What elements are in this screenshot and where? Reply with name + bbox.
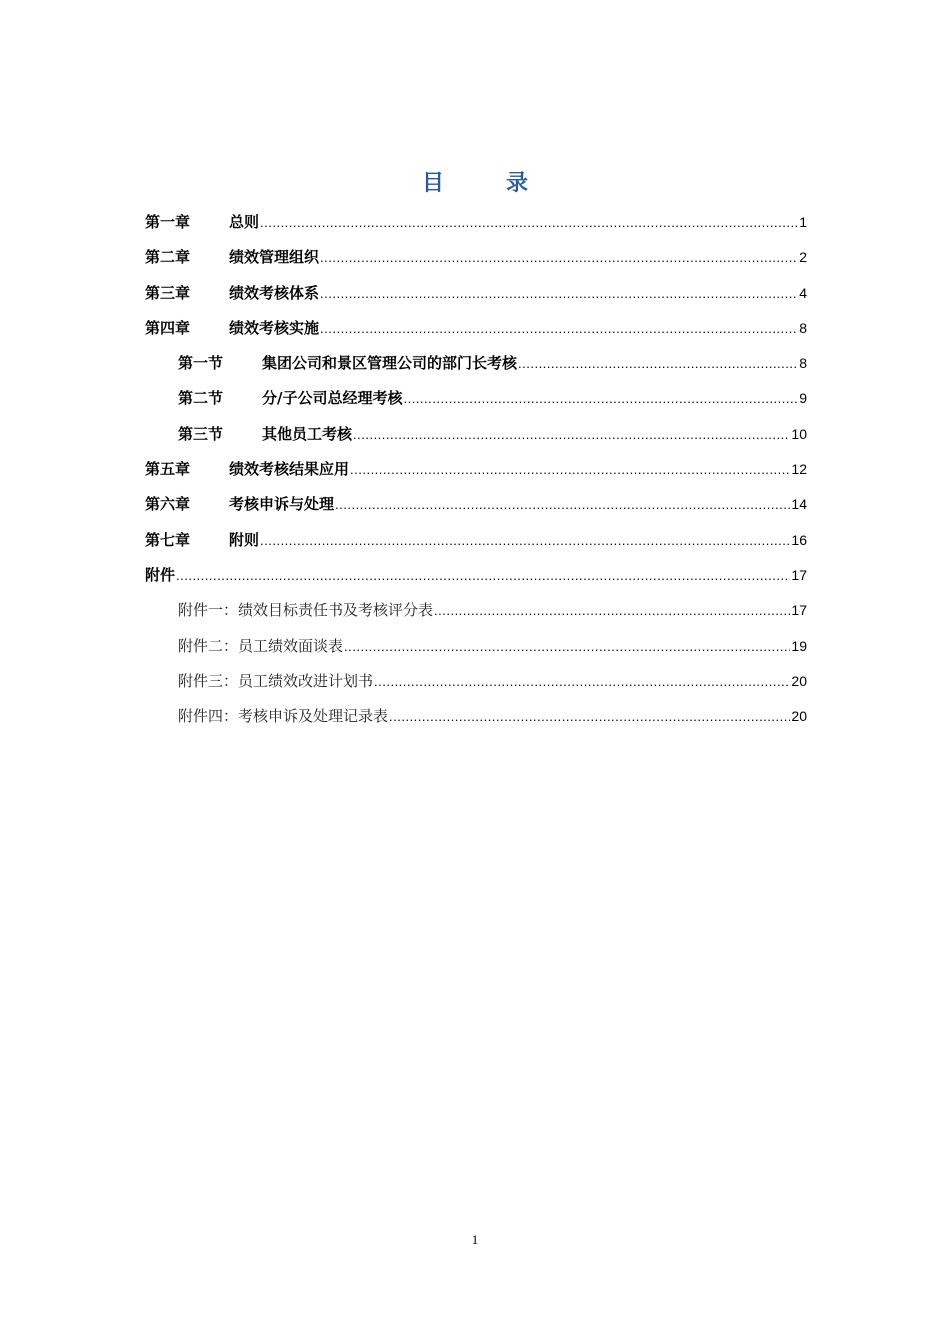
footer-page-number: 1 (471, 1232, 479, 1247)
toc-entry-page: 9 (799, 390, 807, 407)
toc-entry-appendix[interactable] (145, 563, 807, 598)
toc-entry-number: 第六章 (145, 495, 191, 514)
toc-entry-label: 附件一：绩效目标责任书及考核评分表 (178, 601, 434, 620)
toc-dot-leader (374, 670, 790, 694)
toc-entry-number: 第二章 (145, 248, 191, 267)
toc-dot-leader (389, 705, 790, 729)
toc-entry-page: 4 (799, 284, 807, 301)
toc-title (0, 166, 950, 197)
toc-entry-page: 2 (799, 249, 807, 266)
toc-entry-chapter-1[interactable] (145, 210, 807, 245)
toc-entry-label: 附件三：员工绩效改进计划书 (178, 671, 374, 690)
toc-entry-label: 附件 (145, 565, 176, 584)
toc-entry-number: 第五章 (145, 460, 191, 479)
toc-entry-chapter-5[interactable] (145, 457, 807, 492)
toc-entry-page: 20 (791, 672, 807, 689)
toc-entry-chapter-4[interactable] (145, 316, 807, 351)
toc-dot-leader (335, 493, 790, 517)
toc-entry-number: 第二节 (178, 389, 224, 408)
toc-entry-number: 第三章 (145, 283, 191, 302)
toc-entry-label: 附件四：考核申诉及处理记录表 (178, 707, 389, 726)
toc-entry-chapter-6[interactable] (145, 492, 807, 527)
toc-dot-leader (320, 317, 798, 341)
toc-entry-page: 14 (791, 496, 807, 513)
toc-entry-page: 19 (791, 637, 807, 654)
toc-entry-label: 附件二：员工绩效面谈表 (178, 636, 344, 655)
toc-dot-leader (518, 352, 798, 376)
toc-dot-leader (353, 423, 790, 447)
toc-entry-label: 总则 (229, 213, 260, 231)
toc-entry-page: 8 (799, 319, 807, 336)
toc-entry-appendix-3[interactable] (145, 669, 807, 704)
toc-entry-label: 考核申诉与处理 (229, 495, 335, 514)
toc-entry-page: 17 (791, 602, 807, 619)
toc-entry-label: 集团公司和景区管理公司的部门长考核 (262, 354, 518, 373)
toc-entry-page: 20 (791, 708, 807, 725)
toc-dot-leader (260, 529, 790, 553)
toc-title-char-1: 目 (421, 171, 444, 196)
toc-entry-section-4-3[interactable] (145, 422, 807, 457)
toc-entry-label: 其他员工考核 (262, 424, 353, 443)
toc-entry-appendix-1[interactable] (145, 598, 807, 633)
toc-entry-page: 16 (791, 531, 807, 548)
toc-dot-leader (344, 635, 790, 659)
toc-entry-chapter-2[interactable] (145, 245, 807, 280)
toc-entry-appendix-2[interactable] (145, 634, 807, 669)
toc-entry-number: 第一节 (178, 354, 224, 373)
toc-dot-leader (320, 246, 798, 270)
toc-entry-appendix-4[interactable] (145, 704, 807, 739)
toc-entry-page: 10 (791, 425, 807, 442)
toc-entry-number: 第三节 (178, 424, 224, 443)
toc-dot-leader (434, 599, 790, 623)
toc-entry-label: 附则 (229, 530, 260, 549)
toc-dot-leader (350, 458, 790, 482)
toc-entry-section-4-2[interactable] (145, 386, 807, 421)
toc-dot-leader (403, 387, 798, 411)
toc-entry-page: 12 (791, 461, 807, 478)
toc-entry-number: 第一章 (145, 213, 191, 231)
toc-entry-page: 1 (799, 214, 807, 230)
toc-entry-number: 第四章 (145, 318, 191, 337)
toc-entry-number: 第七章 (145, 530, 191, 549)
toc-entry-label: 分/子公司总经理考核 (262, 389, 403, 408)
toc-entry-label: 绩效管理组织 (229, 248, 320, 267)
toc-title-char-2: 录 (506, 171, 529, 196)
toc-entry-chapter-3[interactable] (145, 281, 807, 316)
toc-entry-chapter-7[interactable] (145, 528, 807, 563)
table-of-contents (145, 210, 807, 739)
toc-entry-label: 绩效考核体系 (229, 283, 320, 302)
toc-dot-leader (176, 564, 790, 588)
toc-entry-page: 17 (791, 566, 807, 583)
toc-dot-leader (320, 282, 798, 306)
toc-entry-label: 绩效考核实施 (229, 318, 320, 337)
toc-entry-section-4-1[interactable] (145, 351, 807, 386)
toc-entry-page: 8 (799, 355, 807, 372)
toc-entry-label: 绩效考核结果应用 (229, 460, 350, 479)
toc-dot-leader (260, 211, 798, 235)
